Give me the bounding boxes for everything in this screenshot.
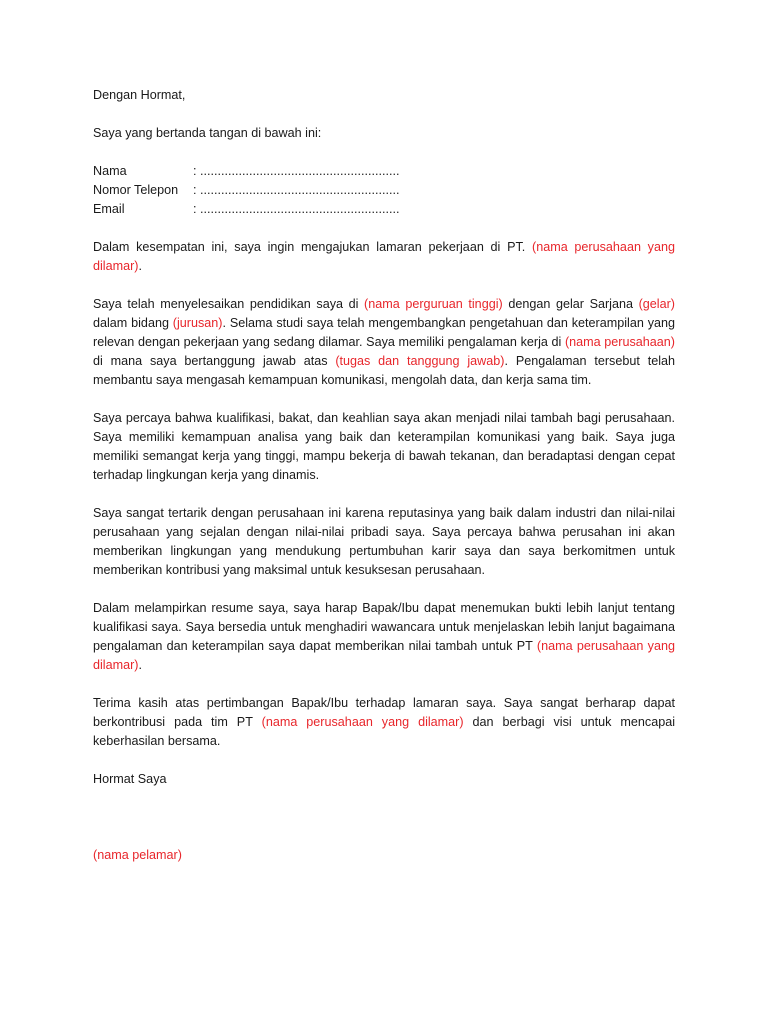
placeholder-previous-company: (nama perusahaan)	[564, 335, 676, 349]
greeting: Dengan Hormat,	[93, 88, 186, 102]
field-value-email: : .........................................................	[193, 202, 400, 216]
paragraph-interest: Saya sangat tertarik dengan perusahaan ini karena reputasinya yang baik dalam industri dan nilai-nilai perusahaan yang sejalan dengan nilai-nilai pribadi saya. Saya percaya bahwa perusahan ini akan memberikan lingkungan yang mendukung pertumbuhan karir saya dan saya berkomitmen untuk memberikan kontribusi yang maksimal untuk kesuksesan perusahaan.	[93, 506, 675, 577]
placeholder-university: (nama perguruan tinggi)	[364, 297, 503, 311]
paragraph-text: Terima kasih atas pertimbangan Bapak/Ibu terhadap lamaran saya. Saya sangat berharap dapat berkontribusi pada tim PT	[93, 696, 675, 729]
paragraph-text: Dalam melampirkan resume saya, saya harap Bapak/Ibu dapat menemukan bukti lebih lanjut tentang kualifikasi saya. Saya bersedia untuk menghadiri wawancara untuk menjelaskan lebih lanjut bagaimana pengalaman dan keterampilan saya dapat memberikan nilai tambah untuk PT	[93, 601, 675, 653]
field-row-email	[93, 200, 675, 219]
placeholder-degree: (gelar)	[638, 297, 676, 311]
placeholder-company: (nama perusahaan yang dilamar)	[261, 715, 464, 729]
paragraph-text: . Pengalaman tersebut telah membantu saya mengasah kemampuan komunikasi, mengolah data, dan kerja sama tim.	[93, 354, 676, 387]
closing: Hormat Saya	[93, 772, 167, 786]
paragraph-text: Saya telah menyelesaikan pendidikan saya di	[93, 297, 365, 311]
paragraph-education	[93, 295, 675, 390]
intro-line: Saya yang bertanda tangan di bawah ini:	[93, 126, 322, 140]
field-row-phone	[93, 181, 675, 200]
paragraph-text: .	[138, 259, 142, 273]
field-label-name: Nama	[93, 164, 127, 178]
paragraph-thanks	[93, 694, 675, 751]
field-value-name: : .........................................................	[193, 164, 400, 178]
field-label-phone: Nomor Telepon	[93, 183, 179, 197]
field-value-phone: : .........................................................	[193, 183, 400, 197]
signature-name: (nama pelamar)	[93, 848, 182, 862]
placeholder-company: (nama perusahaan yang dilamar)	[93, 639, 675, 672]
paragraph-text: . Selama studi saya telah mengembangkan pengetahuan dan keterampilan yang relevan dengan pekerjaan yang sedang dilamar. Saya memiliki pengalaman kerja di	[93, 316, 675, 349]
paragraph-text: di mana saya bertanggung jawab atas	[93, 354, 336, 368]
signature-space	[93, 789, 675, 827]
field-label-email: Email	[93, 202, 125, 216]
paragraph-text: dalam bidang	[93, 316, 173, 330]
paragraph-text: dan berbagi visi untuk mencapai keberhasilan bersama.	[93, 715, 676, 748]
placeholder-duties: (tugas dan tanggung jawab)	[335, 354, 505, 368]
placeholder-company: (nama perusahaan yang dilamar)	[93, 240, 675, 273]
placeholder-major: (jurusan)	[172, 316, 223, 330]
paragraph-text: .	[138, 658, 142, 672]
paragraph-application	[93, 238, 675, 276]
paragraph-resume	[93, 599, 675, 675]
paragraph-qualifications: Saya percaya bahwa kualifikasi, bakat, dan keahlian saya akan menjadi nilai tambah bagi perusahaan. Saya memiliki kemampuan analisa yang baik dan keterampilan komunikasi yang baik. Saya juga memiliki semangat kerja yang tinggi, mampu bekerja di bawah tekanan, dan beradaptasi dengan cepat terhadap lingkungan kerja yang dinamis.	[93, 411, 675, 482]
paragraph-text: Dalam kesempatan ini, saya ingin mengajukan lamaran pekerjaan di PT.	[93, 240, 532, 254]
letter-page	[93, 86, 675, 884]
field-row-name	[93, 162, 675, 181]
paragraph-text: dengan gelar Sarjana	[502, 297, 639, 311]
applicant-fields	[93, 162, 675, 219]
